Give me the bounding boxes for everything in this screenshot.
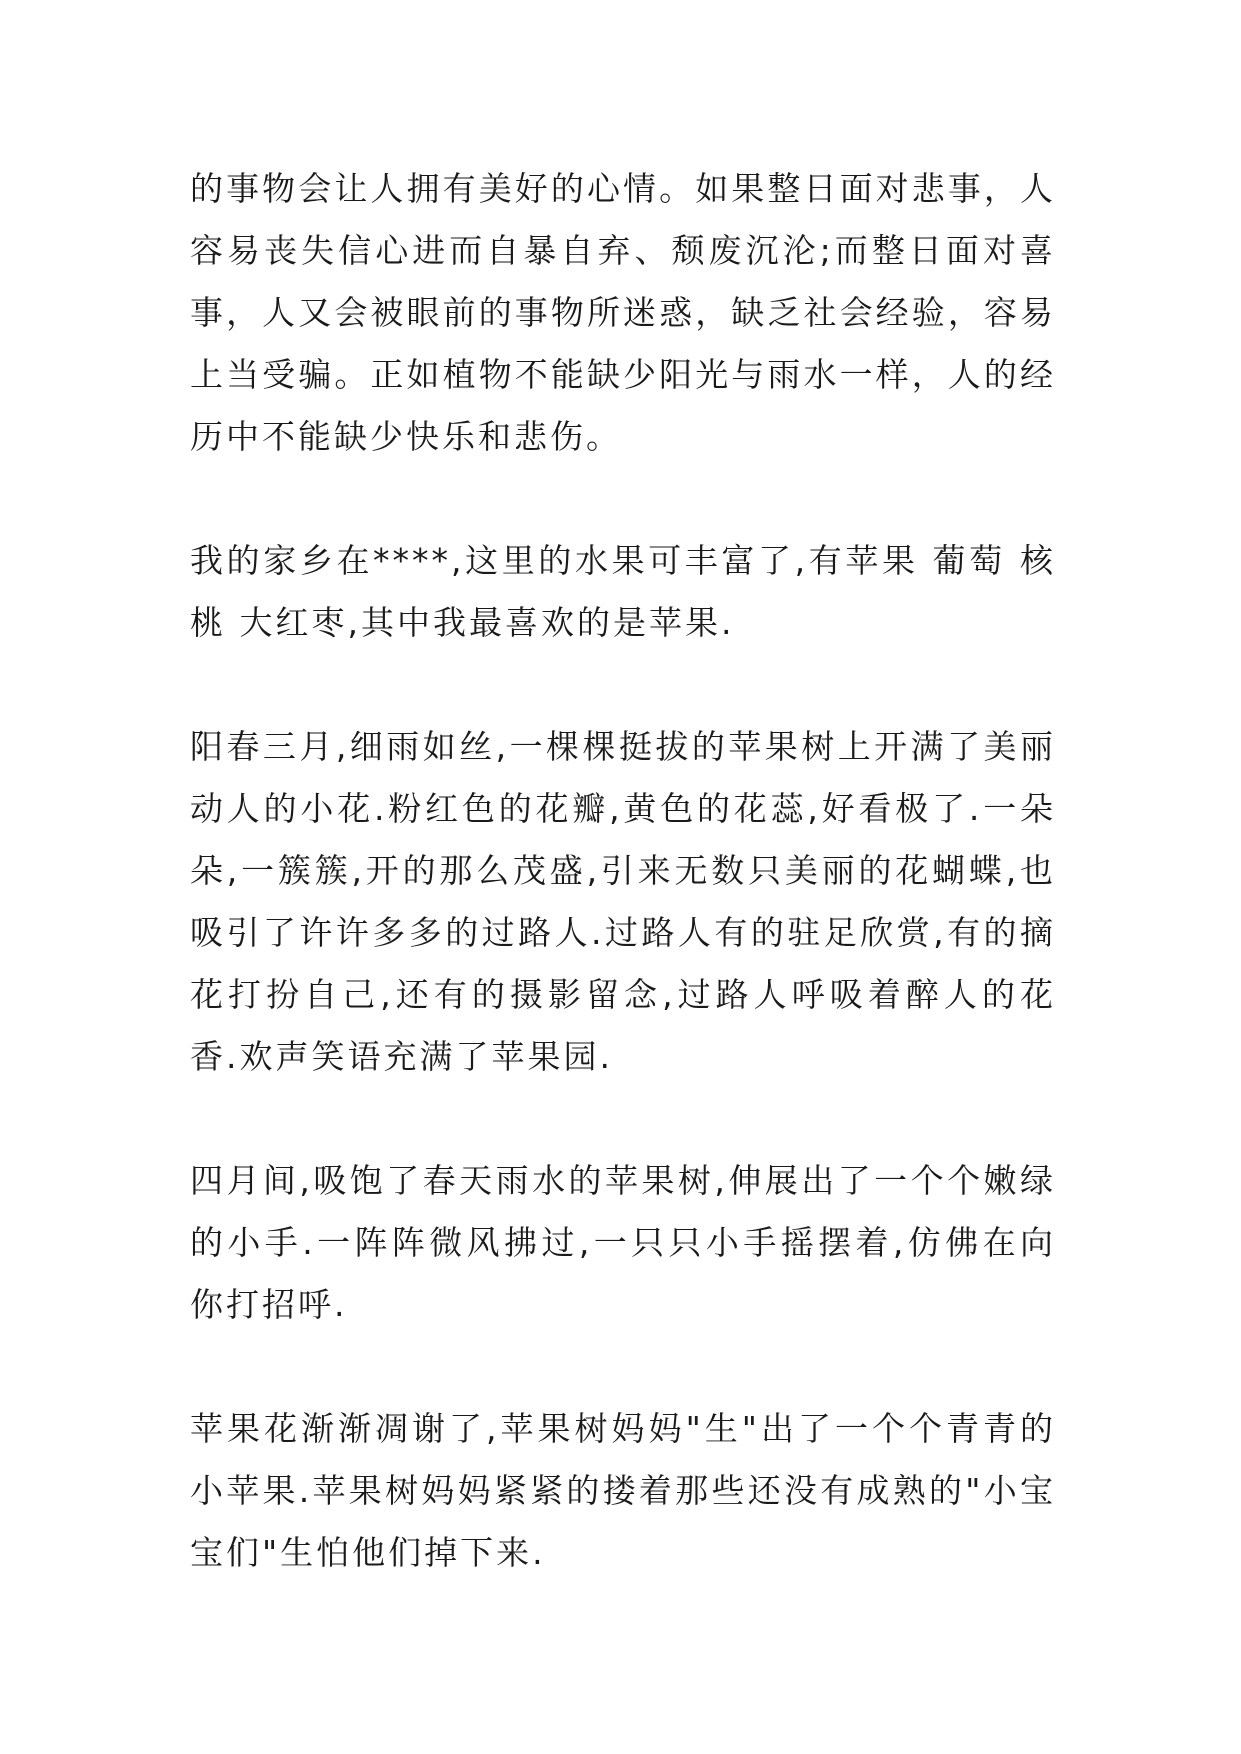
paragraph-gap — [190, 468, 1056, 530]
paragraph-1: 的事物会让人拥有美好的心情。如果整日面对悲事，人容易丧失信心进而自暴自弃、颓废沉沦;而整日面对喜事，人又会被眼前的事物所迷惑，缺乏社会经验，容易上当受骗。正如植物不能缺少阳光与雨水一样，人的经历中不能缺少快乐和悲伤。 — [190, 169, 1056, 456]
paragraph-gap — [190, 1336, 1056, 1398]
paragraph-3: 阳春三月,细雨如丝,一棵棵挺拔的苹果树上开满了美丽动人的小花.粉红色的花瓣,黄色的花蕊,好看极了.一朵朵,一簇簇,开的那么茂盛,引来无数只美丽的花蝴蝶,也吸引了许许多多的过路人.过路人有的驻足欣赏,有的摘花打扮自己,还有的摄影留念,过路人呼吸着醉人的花香.欢声笑语充满了苹果园. — [190, 727, 1056, 1076]
paragraph-5: 苹果花渐渐凋谢了,苹果树妈妈"生"出了一个个青青的小苹果.苹果树妈妈紧紧的搂着那些还没有成熟的"小宝宝们"生怕他们掉下来. — [190, 1409, 1056, 1572]
document-body — [190, 158, 1056, 1584]
paragraph-gap — [190, 654, 1056, 716]
paragraph-4: 四月间,吸饱了春天雨水的苹果树,伸展出了一个个嫩绿的小手.一阵阵微风拂过,一只只小手摇摆着,仿佛在向你打招呼. — [190, 1161, 1056, 1324]
paragraph-2: 我的家乡在****,这里的水果可丰富了,有苹果 葡萄 核桃 大红枣,其中我最喜欢的是苹果. — [190, 541, 1056, 642]
paragraph-gap — [190, 1088, 1056, 1150]
